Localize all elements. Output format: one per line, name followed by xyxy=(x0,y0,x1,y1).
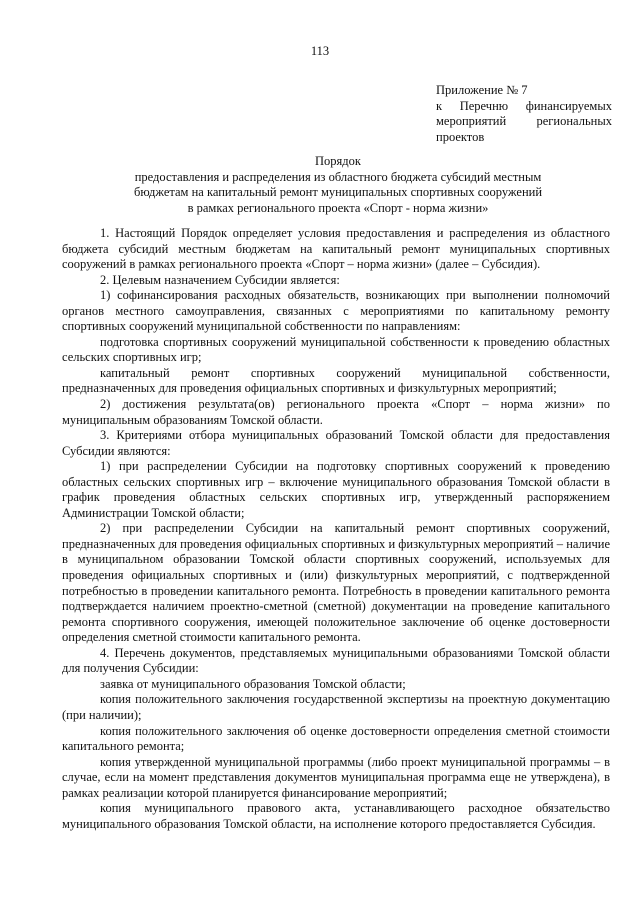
paragraph: 1. Настоящий Порядок определяет условия предоставления и распределения из областного бюджета субсидий местным бюджетам на капитальный ремонт муниципальных спортивных сооружений в рамках регионального проекта «Спорт – норма жизни» (далее – Субсидия). xyxy=(62,226,610,272)
title-line-2: предоставления и распределения из областного бюджета субсидий местным xyxy=(134,169,542,184)
document-body xyxy=(62,226,610,832)
paragraph: заявка от муниципального образования Томской области; xyxy=(100,676,406,691)
paragraph: копия положительного заключения об оценке достоверности определения сметной стоимости капитального ремонта; xyxy=(62,723,610,754)
appendix-heading xyxy=(436,83,612,145)
page-number: 113 xyxy=(310,44,330,58)
title-line-4: в рамках регионального проекта «Спорт - норма жизни» xyxy=(187,200,489,215)
title-line-3: бюджетам на капитальный ремонт муниципальных спортивных сооружений xyxy=(133,185,543,199)
appendix-line-2: к Перечню финансируемых xyxy=(436,98,612,113)
paragraph: 4. Перечень документов, представляемых муниципальными образованиями Томской области для получения Субсидии: xyxy=(62,645,610,676)
paragraph: 2) при распределении Субсидии на капитальный ремонт спортивных сооружений, предназначенных для проведения официальных спортивных и физкультурных мероприятий – наличие в муниципальном образовании Томской области спортивных сооружений, используемых для проведения официальных спортивных и (или) физкультурных мероприятий, с подтвержденной потребностью в проведении капитального ремонта. Потребность в проведении капитального ремонта подтверждается наличием проектно-сметной (сметной) документации на проведение капитального ремонта спортивного сооружения, имеющей положительное заключение об оценке достоверности определения сметной стоимости капитального ремонта. xyxy=(62,521,610,645)
paragraph: капитальный ремонт спортивных сооружений муниципальной собственности, предназначенных для проведения официальных спортивных и физкультурных мероприятий; xyxy=(62,365,610,396)
paragraph: 3. Критериями отбора муниципальных образований Томской области для предоставления Субсидии являются: xyxy=(62,428,610,458)
paragraph: подготовка спортивных сооружений муниципальной собственности к проведению областных сельских спортивных игр; xyxy=(62,334,610,365)
appendix-line-3: мероприятий региональных xyxy=(436,114,612,128)
document-title xyxy=(90,154,586,216)
appendix-line-4: проектов xyxy=(436,129,485,144)
paragraph: 2) достижения результата(ов) регионального проекта «Спорт – норма жизни» по муниципальным образованиям Томской области. xyxy=(62,397,610,427)
appendix-line-1: Приложение № 7 xyxy=(436,83,528,97)
paragraph: копия положительного заключения государственной экспертизы на проектную документацию (при наличии); xyxy=(62,692,610,722)
paragraph: 2. Целевым назначением Субсидии является: xyxy=(100,272,340,287)
paragraph: копия утвержденной муниципальной программы (либо проект муниципальной программы – в случае, если на момент представления документов муниципальная программа еще не утверждена), в рамках реализации которой планируется финансирование мероприятий; xyxy=(62,754,610,800)
paragraph: 1) софинансирования расходных обязательств, возникающих при выполнении полномочий органов местного самоуправления, связанных с мероприятиями по капитальному ремонту спортивных сооружений муниципальной собственности по направлениям: xyxy=(62,288,610,334)
title-line-1: Порядок xyxy=(315,154,361,168)
paragraph: копия муниципального правового акта, устанавливающего расходное обязательство муниципального образования Томской области, на исполнение которого предоставляется Субсидия. xyxy=(62,801,610,831)
paragraph: 1) при распределении Субсидии на подготовку спортивных сооружений к проведению областных сельских спортивных игр – включение муниципального образования Томской области в график проведения областных сельских спортивных игр, утвержденный распоряжением Администрации Томской области; xyxy=(62,459,610,520)
